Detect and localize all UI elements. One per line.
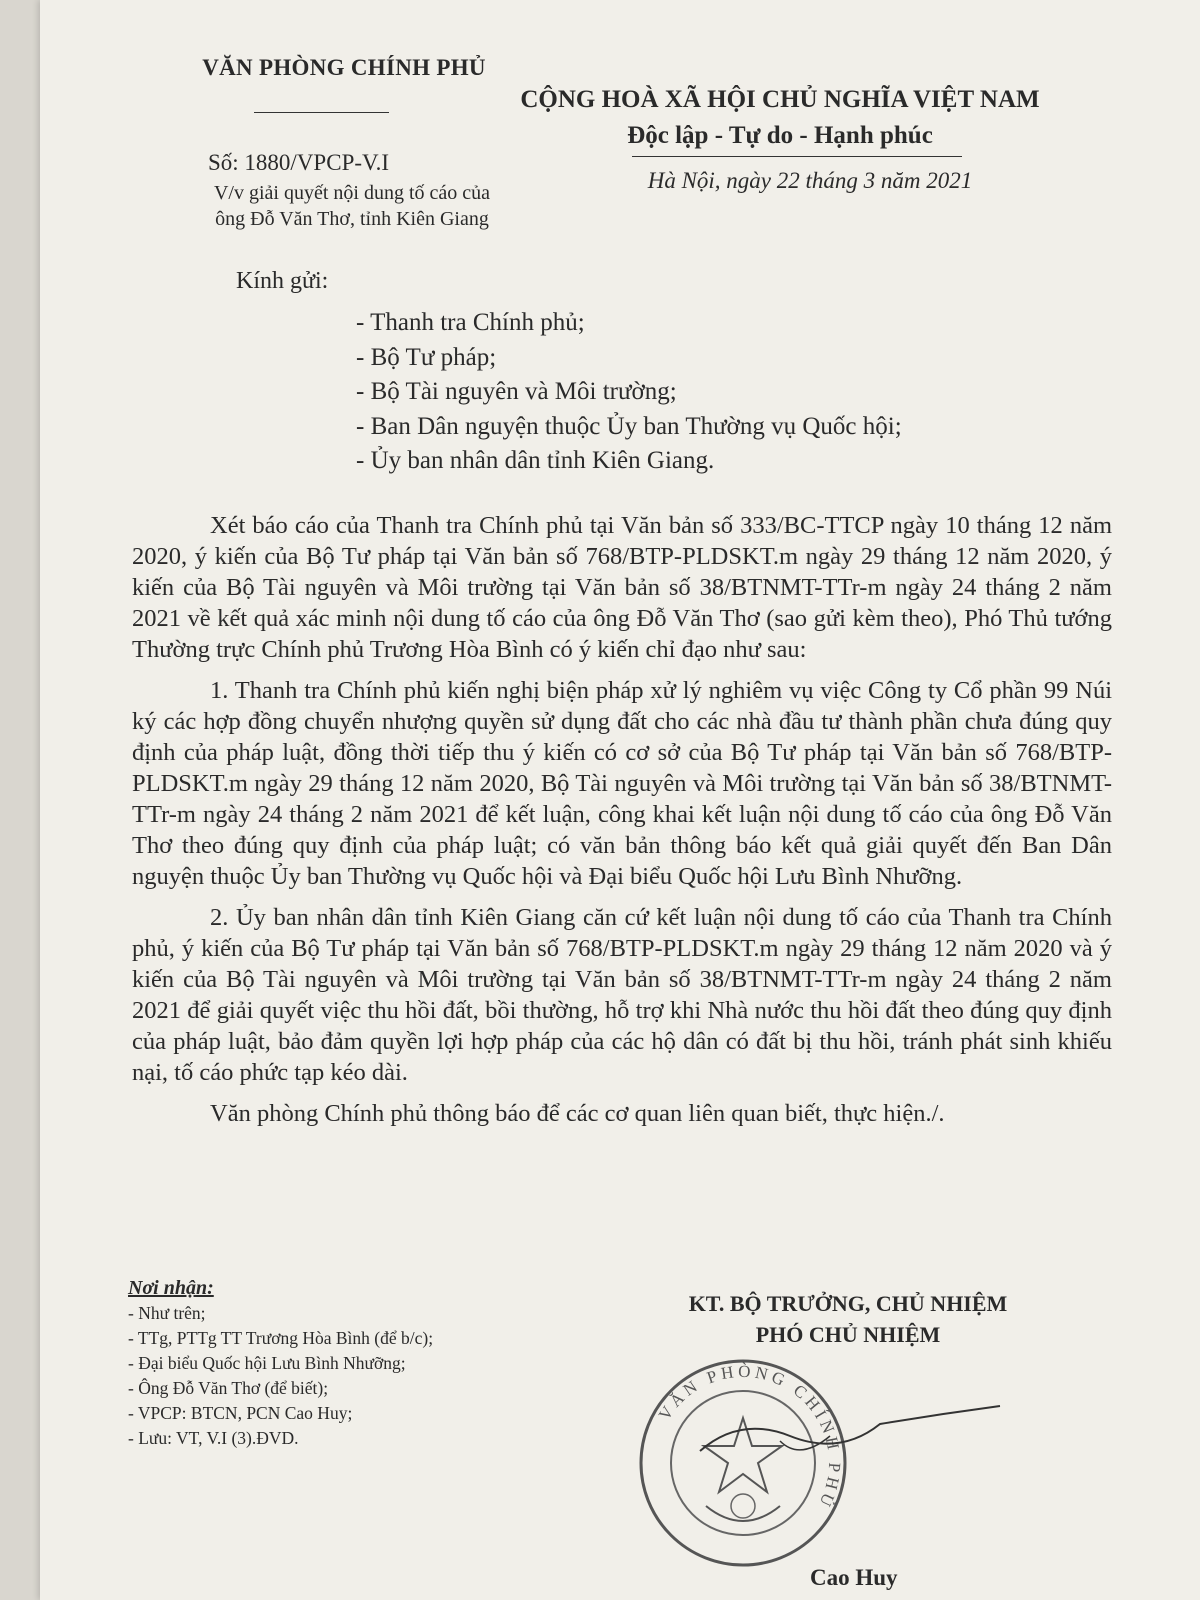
motto-underline xyxy=(632,156,962,157)
distribution-list xyxy=(128,1276,433,1451)
recipient-item: - Ủy ban nhân dân tỉnh Kiên Giang. xyxy=(356,447,715,474)
nation-name: CỘNG HOÀ XÃ HỘI CHỦ NGHĨA VIỆT NAM xyxy=(520,86,1040,113)
subject-line: ông Đỗ Văn Thơ, tỉnh Kiên Giang xyxy=(215,208,489,230)
agency-underline xyxy=(254,112,389,113)
salutation: Kính gửi: xyxy=(236,268,329,294)
document-number: Số: 1880/VPCP-V.I xyxy=(208,150,390,175)
letter-body xyxy=(132,510,1112,1139)
intro-paragraph: Xét báo cáo của Thanh tra Chính phủ tại Văn bản số 333/BC-TTCP ngày 10 tháng 12 năm 2020, ý kiến của Bộ Tư pháp tại Văn bản số 768/BTP-PLDSKT.m ngày 29 tháng 12 năm 2020, ý kiến của Bộ Tài nguyên và Môi trường tại Văn bản số 38/BTNMT-TTr-m ngày 24 tháng 2 năm 2021 về kết quả xác minh nội dung tố cáo của ông Đỗ Văn Thơ (sao gửi kèm theo), Phó Thủ tướng Thường trực Chính phủ Trương Hòa Bình có ý kiến chỉ đạo như sau: xyxy=(132,512,1112,663)
recipient-list xyxy=(356,306,902,479)
agency-name: VĂN PHÒNG CHÍNH PHỦ xyxy=(202,55,486,80)
subject-line: V/v giải quyết nội dung tố cáo của xyxy=(213,182,491,204)
distribution-item: - Ông Đỗ Văn Thơ (để biết); xyxy=(128,1378,329,1398)
distribution-item: - TTg, PTTg TT Trương Hòa Bình (để b/c); xyxy=(128,1328,434,1348)
signer-name: Cao Huy xyxy=(810,1565,898,1590)
document-page xyxy=(40,0,1200,1600)
signatory-title-line1: KT. BỘ TRƯỞNG, CHỦ NHIỆM xyxy=(688,1291,1008,1316)
recipient-item: - Bộ Tư pháp; xyxy=(356,343,497,371)
directive-item-1: 1. Thanh tra Chính phủ kiến nghị biện pháp xử lý nghiêm vụ việc Công ty Cổ phần 99 Núi ký các hợp đồng chuyển nhượng quyền sử dụng đất cho các nhà đầu tư thành phần chưa đúng quy định của pháp luật, đồng thời tiếp thu ý kiến có cơ sở của Bộ Tư pháp tại Văn bản số 768/BTP-PLDSKT.m ngày 29 tháng 12 năm 2020, Bộ Tài nguyên và Môi trường tại Văn bản số 38/BTNMT-TTr-m ngày 24 tháng 2 năm 2021 để kết luận, công khai kết luận nội dung tố cáo của ông Đỗ Văn Thơ theo đúng quy định của pháp luật; có văn bản thông báo kết quả giải quyết đến Ban Dân nguyện thuộc Ủy ban Thường vụ Quốc hội và Đại biểu Quốc hội Lưu Bình Nhưỡng. xyxy=(132,677,1112,890)
directive-item-2: 2. Ủy ban nhân dân tỉnh Kiên Giang căn cứ kết luận nội dung tố cáo của Thanh tra Chính phủ, ý kiến của Bộ Tư pháp tại Văn bản số 768/BTP-PLDSKT.m ngày 29 tháng 12 năm 2020 và ý kiến của Bộ Tài nguyên và Môi trường tại Văn bản số 38/BTNMT-TTr-m ngày 24 tháng 2 năm 2021 để giải quyết việc thu hồi đất, bồi thường, hỗ trợ khi Nhà nước thu hồi đất theo đúng quy định của pháp luật, bảo đảm quyền lợi hợp pháp của các hộ dân có đất bị thu hồi, tránh phát sinh khiếu nại, tố cáo phức tạp kéo dài. xyxy=(132,904,1112,1086)
distribution-item: - Như trên; xyxy=(128,1303,206,1323)
distribution-item: - Lưu: VT, V.I (3).ĐVD. xyxy=(128,1428,299,1448)
recipient-item: - Thanh tra Chính phủ; xyxy=(356,309,585,336)
document-date: Hà Nội, ngày 22 tháng 3 năm 2021 xyxy=(647,168,973,193)
recipient-item: - Ban Dân nguyện thuộc Ủy ban Thường vụ Quốc hội; xyxy=(356,412,902,440)
distribution-title: Nơi nhận: xyxy=(128,1277,214,1299)
signatory-title-line2: PHÓ CHỦ NHIỆM xyxy=(755,1322,941,1347)
closing-paragraph: Văn phòng Chính phủ thông báo để các cơ quan liên quan biết, thực hiện./. xyxy=(210,1100,945,1127)
signatory-title xyxy=(628,1288,1068,1350)
national-motto: Độc lập - Tự do - Hạnh phúc xyxy=(627,122,933,149)
document-subject xyxy=(142,180,562,232)
recipient-item: - Bộ Tài nguyên và Môi trường; xyxy=(356,378,677,405)
handwritten-signature-icon xyxy=(680,1396,1040,1476)
seal-text: VĂN PHÒNG CHÍNH PHỦ xyxy=(654,1361,845,1513)
distribution-item: - Đại biểu Quốc hội Lưu Bình Nhưỡng; xyxy=(128,1353,406,1373)
national-header xyxy=(510,82,1050,154)
distribution-item: - VPCP: BTCN, PCN Cao Huy; xyxy=(128,1403,353,1423)
